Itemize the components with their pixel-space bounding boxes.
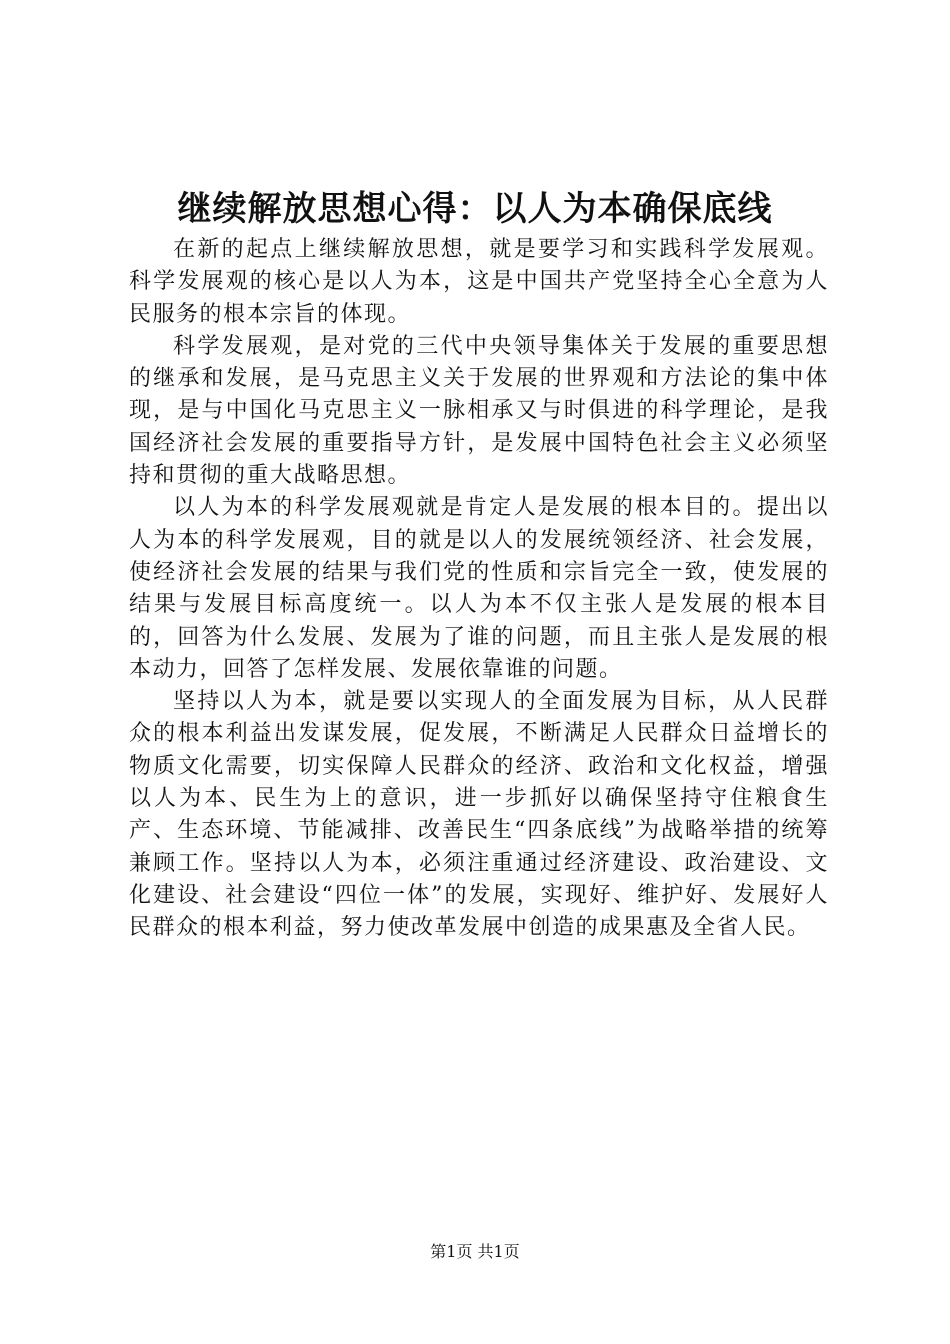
paragraph-4: 坚持以人为本，就是要以实现人的全面发展为目标，从人民群众的根本利益出发谋发展，促发展，不断满足人民群众日益增长的物质文化需要，切实保障人民群众的经济、政治和文化权益，增强以人为本、民生为上的意识，进一步抓好以确保坚持守住粮食生产、生态环境、节能减排、改善民生“四条底线”为战略举措的统筹兼顾工作。坚持以人为本，必须注重通过经济建设、政治建设、文化建设、社会建设“四位一体”的发展，实现好、维护好、发展好人民群众的根本利益，努力使改革发展中创造的成果惠及全省人民。: [129, 689, 829, 941]
document-title: 继续解放思想心得：以人为本确保底线: [177, 189, 773, 229]
paragraph-3: 以人为本的科学发展观就是肯定人是发展的根本目的。提出以人为本的科学发展观，目的就是以人的发展统领经济、社会发展，使经济社会发展的结果与我们党的性质和宗旨完全一致，使发展的结果与发展目标高度统一。以人为本不仅主张人是发展的根本目的，回答为什么发展、发展为了谁的问题，而且主张人是发展的根本动力，回答了怎样发展、发展依靠谁的问题。: [129, 495, 829, 682]
paragraph-2: 科学发展观，是对党的三代中央领导集体关于发展的重要思想的继承和发展，是马克思主义关于发展的世界观和方法论的集中体现，是与中国化马克思主义一脉相承又与时俱进的科学理论，是我国经济社会发展的重要指导方针，是发展中国特色社会主义必须坚持和贯彻的重大战略思想。: [129, 333, 829, 489]
paragraph-1: 在新的起点上继续解放思想，就是要学习和实践科学发展观。科学发展观的核心是以人为本，这是中国共产党坚持全心全意为人民服务的根本宗旨的体现。: [129, 237, 829, 327]
document-body: [129, 234, 829, 945]
page-footer: 第1页 共1页: [430, 1242, 520, 1261]
